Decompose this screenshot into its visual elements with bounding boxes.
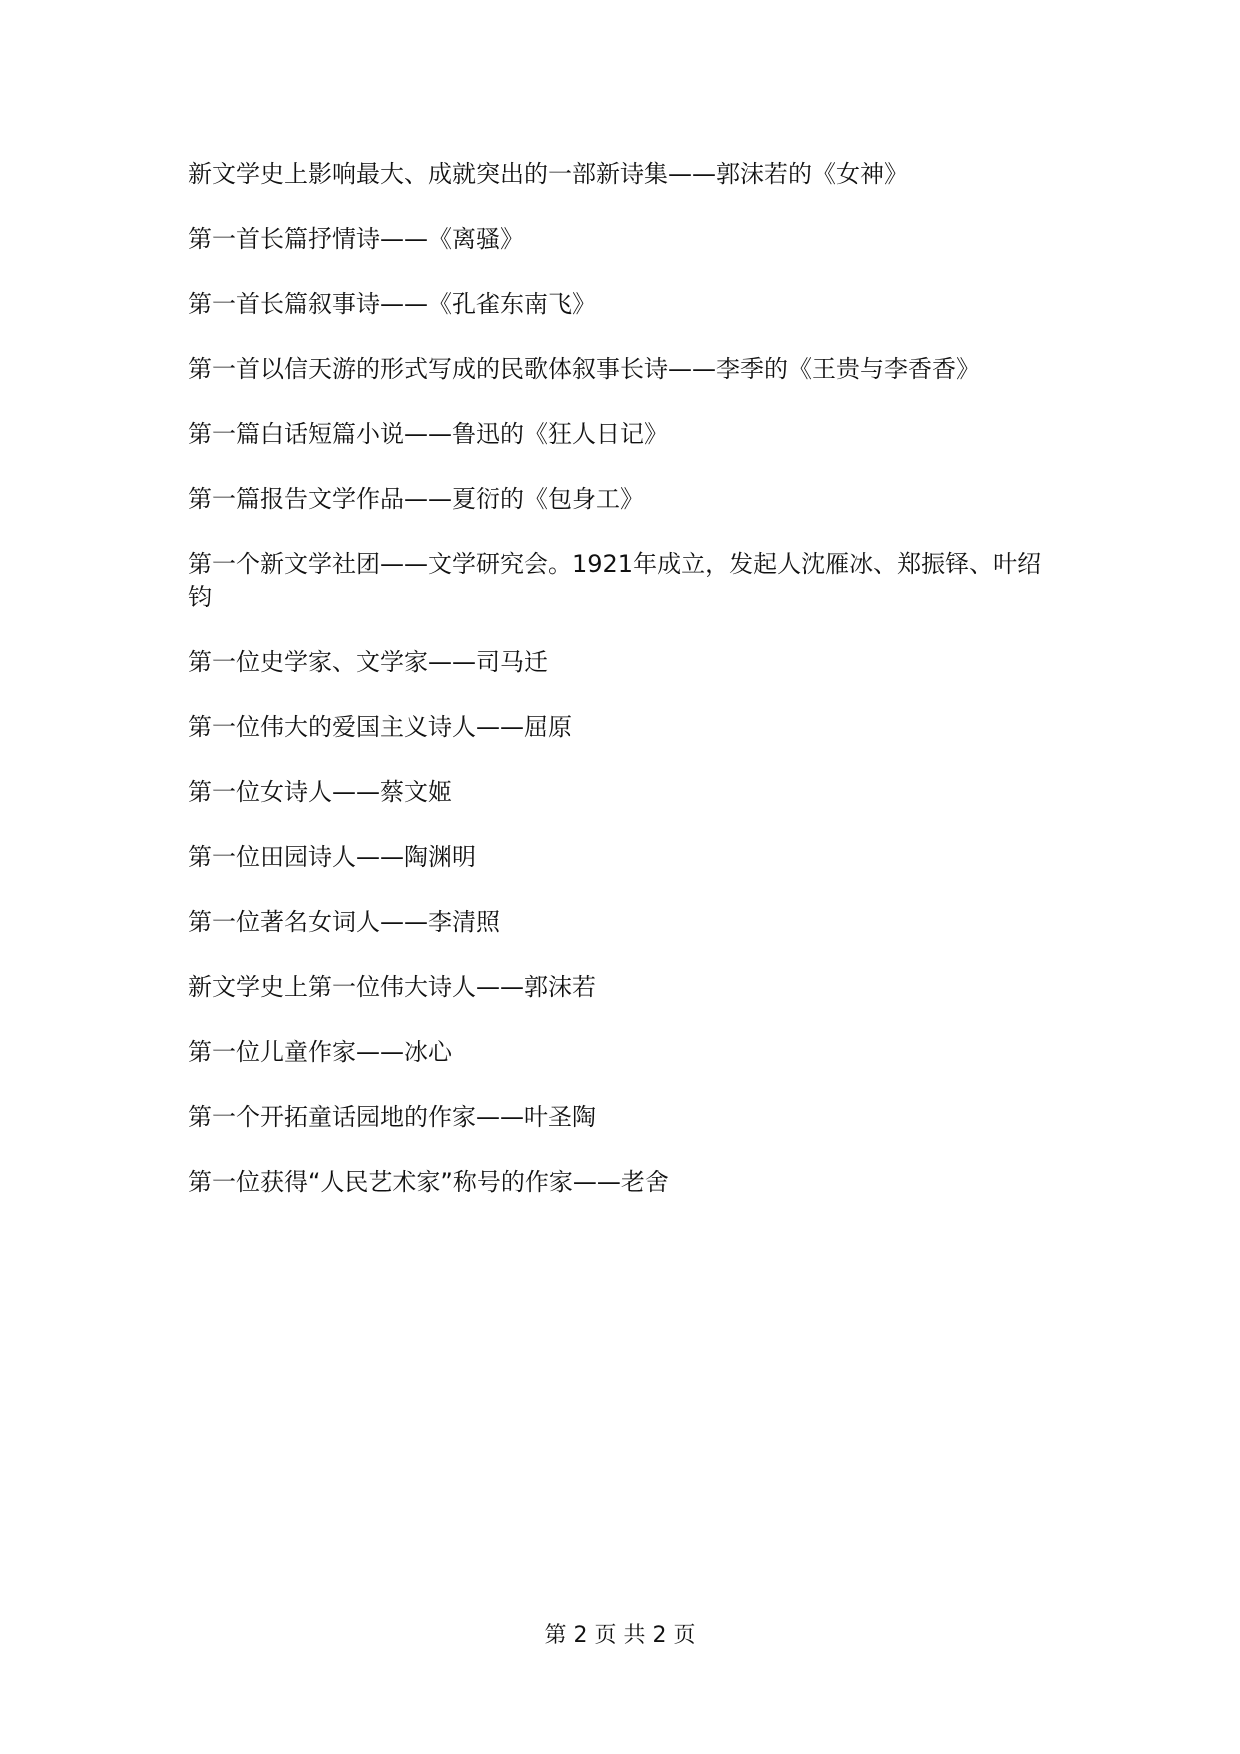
- list-item: 第一位女诗人——蔡文姬: [188, 778, 452, 806]
- list-item: 第一篇白话短篇小说——鲁迅的《狂人日记》: [188, 420, 668, 448]
- list-item: 第一个开拓童话园地的作家——叶圣陶: [188, 1103, 596, 1131]
- list-item: 第一位伟大的爱国主义诗人——屈原: [188, 713, 572, 741]
- list-item: 第一位儿童作家——冰心: [188, 1038, 452, 1066]
- list-item: 第一个新文学社团——文学研究会。1921年成立，发起人沈雁冰、郑振铎、叶绍钧: [188, 550, 1042, 611]
- list-item: 第一位著名女词人——李清照: [188, 908, 500, 936]
- list-item: 第一首长篇叙事诗——《孔雀东南飞》: [188, 290, 596, 318]
- list-item: 第一位田园诗人——陶渊明: [188, 843, 476, 871]
- document-body: [188, 158, 1058, 1231]
- list-item: 第一位获得“人民艺术家”称号的作家——老舍: [188, 1168, 669, 1196]
- list-item: 第一位史学家、文学家——司马迁: [188, 648, 548, 676]
- list-item: 第一首长篇抒情诗——《离骚》: [188, 225, 524, 253]
- list-item: 第一首以信天游的形式写成的民歌体叙事长诗——李季的《王贵与李香香》: [188, 355, 980, 383]
- page-number-footer: 第 2 页 共 2 页: [544, 1623, 696, 1648]
- list-item: 新文学史上第一位伟大诗人——郭沫若: [188, 973, 596, 1001]
- list-item: 第一篇报告文学作品——夏衍的《包身工》: [188, 485, 644, 513]
- list-item: 新文学史上影响最大、成就突出的一部新诗集——郭沫若的《女神》: [188, 160, 908, 188]
